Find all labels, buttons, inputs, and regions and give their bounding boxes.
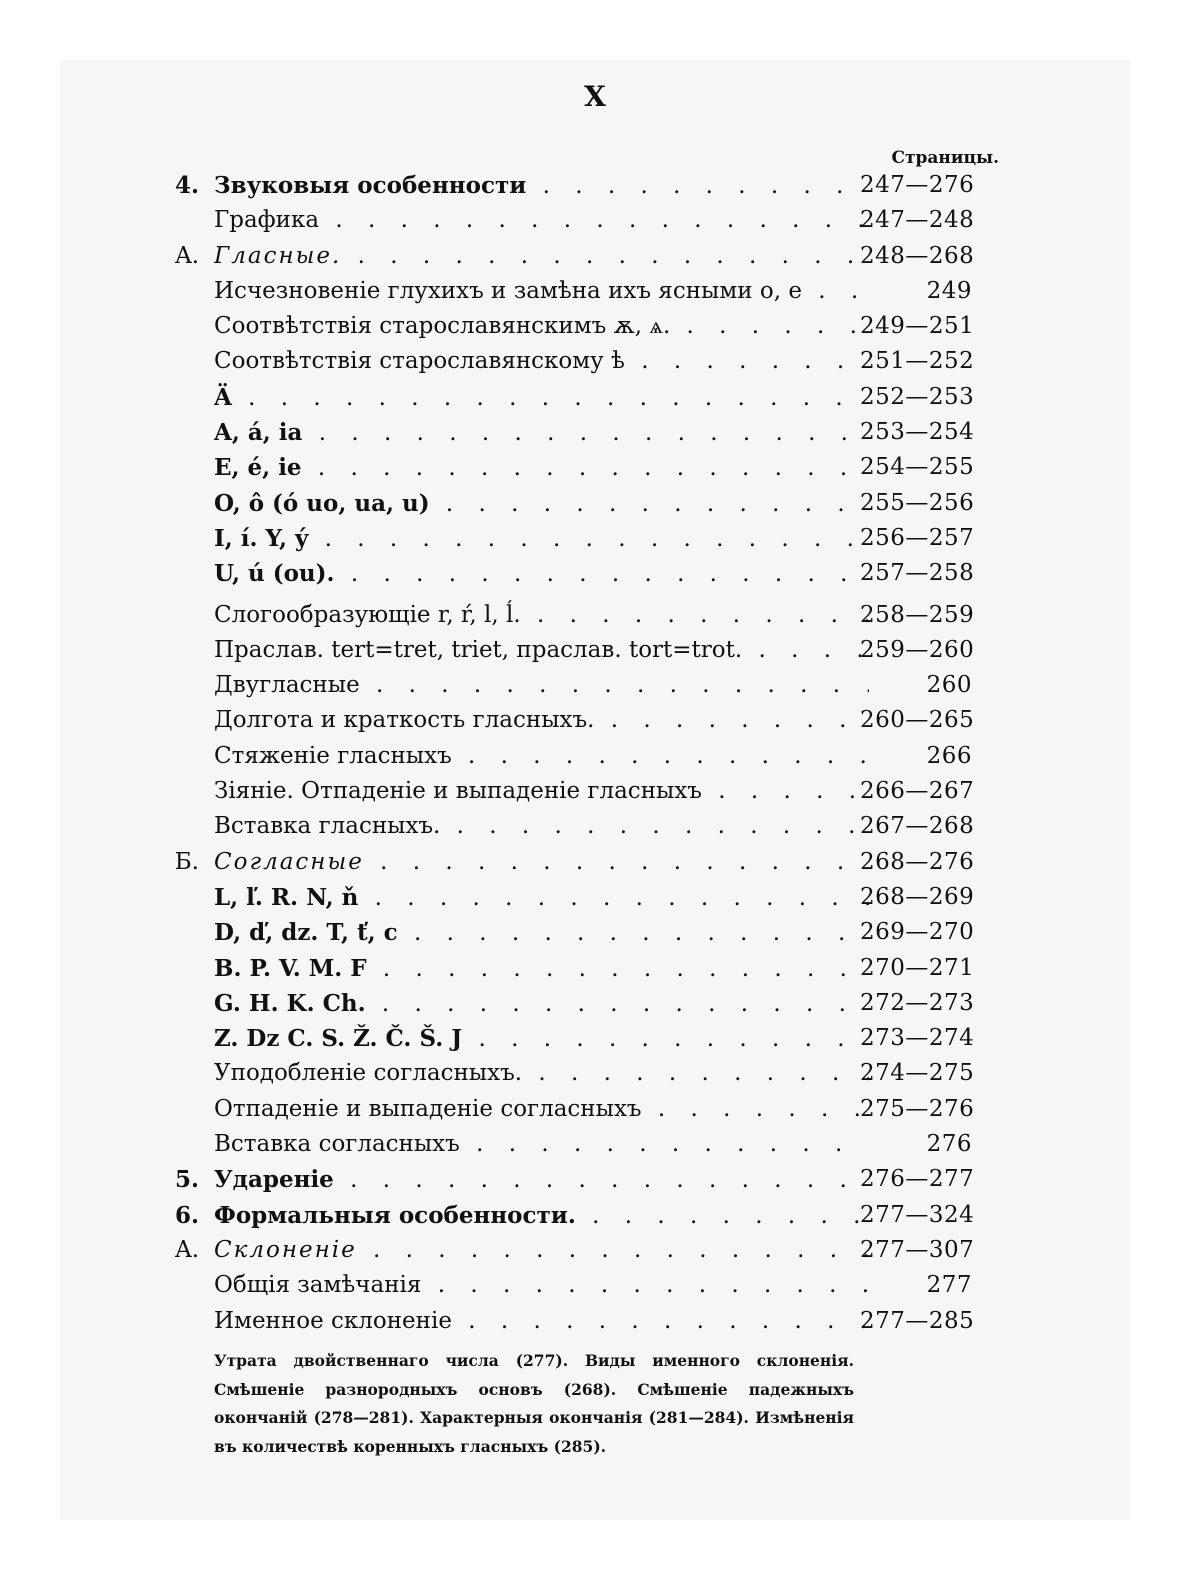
toc-entry <box>0 1304 1191 1339</box>
toc-entry-pages: 249 <box>926 277 972 304</box>
toc-entry-pages: 257—258 <box>860 560 975 587</box>
toc-entry <box>0 915 1191 950</box>
toc-entry-pages: 247—248 <box>860 207 975 234</box>
toc-entry-pages: 256—257 <box>860 524 975 551</box>
toc-entry-pages: 273—274 <box>860 1025 975 1052</box>
toc-entry-title: B. P. V. M. F . . . <box>214 951 869 987</box>
toc-entry <box>0 774 1191 809</box>
toc-entry <box>0 1198 1191 1233</box>
toc-entry-pages: 276—277 <box>860 1166 975 1193</box>
section-note: Утрата двойственнаго числа (277). Виды именного склоненія. Смѣшеніе разнородныхъ основъ (268). Смѣшеніе падежныхъ окончаній (278—281). Характерныя окончанія (281—284). Измѣненія въ количествѣ коренныхъ гласныхъ (285). <box>214 1351 854 1456</box>
toc-entry <box>0 415 1191 450</box>
toc-entry-title: Соотвѣтствія старославянскимъ ѫ, ѧ. . . . <box>214 309 869 344</box>
toc-entry-title: A, á, ia . . . <box>214 415 869 451</box>
toc-entry <box>0 598 1191 633</box>
toc-entry-pages: 272—273 <box>860 989 975 1016</box>
toc-entry-pages: 267—268 <box>860 813 975 840</box>
toc-entry <box>0 344 1191 379</box>
toc-entry-pages: 268—276 <box>860 848 975 875</box>
toc-entry-pages: 253—254 <box>860 419 975 446</box>
toc-entry-title: Ä . . . <box>214 380 869 416</box>
toc-entry <box>0 1092 1191 1127</box>
toc-entry <box>0 521 1191 556</box>
toc-entry <box>0 486 1191 521</box>
toc-entry-title: I, í. Y, ý . . . <box>214 521 869 557</box>
toc-entry-title: Стяженіе гласныхъ . . . <box>214 739 869 774</box>
page-numeral: X <box>584 80 607 113</box>
toc-entry-number: A. <box>175 242 199 269</box>
toc-entry <box>0 380 1191 415</box>
toc-entry <box>0 668 1191 703</box>
toc-entry-title: Долгота и краткость гласныхъ. . . . <box>214 703 869 738</box>
toc-entry-title: Звуковыя особенности . . . <box>214 168 869 204</box>
toc-entry-pages: 277—324 <box>860 1201 975 1228</box>
toc-entry <box>0 986 1191 1021</box>
toc-entry-number: 5. <box>174 1166 199 1194</box>
toc-entry-title: Праслав. tert=tret, triet, праслав. tort=trot. . . . <box>214 633 869 668</box>
toc-entry-title: Формальныя особенности. . . . <box>214 1198 869 1234</box>
toc-entry <box>0 633 1191 668</box>
toc-entry <box>0 1127 1191 1162</box>
toc-entry-title: Слогообразующіе r, ŕ, l, ĺ. . . . <box>214 598 869 633</box>
toc-entry-pages: 248—268 <box>860 242 975 269</box>
toc-entry-pages: 276 <box>926 1131 972 1158</box>
toc-entry-pages: 275—276 <box>860 1095 975 1122</box>
toc-entry <box>0 703 1191 738</box>
toc-entry-title: Соотвѣтствія старославянскому ѣ . . . <box>214 344 869 379</box>
toc-entry <box>0 168 1191 203</box>
toc-entry-title: D, ď, dz. T, ť, c . . . <box>214 915 869 951</box>
toc-entry <box>0 1233 1191 1268</box>
toc-entry-title: Z. Dz C. S. Ž. Č. Š. J . . . <box>214 1021 869 1057</box>
toc-entry-number: 6. <box>174 1201 199 1229</box>
toc-entry-title: U, ú (ou). . . . <box>214 556 869 592</box>
toc-entry-pages: 259—260 <box>860 636 975 663</box>
toc-entry <box>0 1162 1191 1197</box>
toc-entry-title: Исчезновеніе глухихъ и замѣна ихъ ясными о, е . . . <box>214 274 869 309</box>
toc-entry <box>0 450 1191 485</box>
toc-entry-pages: 266 <box>926 742 972 769</box>
toc-entry <box>0 1268 1191 1303</box>
toc-entry <box>0 309 1191 344</box>
table-of-contents <box>0 168 1191 1339</box>
toc-entry-title: Отпаденіе и выпаденіе согласныхъ . . . <box>214 1092 869 1127</box>
toc-entry-title: L, ľ. R. N, ň . . . <box>214 880 869 916</box>
toc-entry-pages: 277 <box>926 1272 972 1299</box>
toc-entry-title: Зіяніе. Отпаденіе и выпаденіе гласныхъ . . . <box>214 774 869 809</box>
pages-column-header: Страницы. <box>891 148 999 168</box>
toc-entry-pages: 251—252 <box>860 348 975 375</box>
toc-entry-title: Удареніе . . . <box>214 1162 869 1198</box>
toc-entry-pages: 270—271 <box>860 954 975 981</box>
toc-entry-pages: 277—285 <box>860 1307 975 1334</box>
toc-entry-pages: 266—267 <box>860 778 975 805</box>
toc-entry-pages: 249—251 <box>860 313 975 340</box>
toc-entry-title: Графика . . . <box>214 203 869 238</box>
toc-entry <box>0 1056 1191 1091</box>
toc-entry-title: E, é, ie . . . <box>214 450 869 486</box>
toc-entry <box>0 845 1191 880</box>
toc-entry-title: Склоненіе . . . <box>214 1233 869 1268</box>
toc-entry-pages: 260 <box>926 672 972 699</box>
toc-entry-title: G. H. K. Ch. . . . <box>214 986 869 1022</box>
toc-entry-title: Согласные . . . <box>214 845 869 880</box>
toc-entry <box>0 203 1191 238</box>
toc-entry-title: Гласные. . . . <box>214 239 869 274</box>
toc-entry-number: 4. <box>174 172 199 199</box>
toc-entry <box>0 809 1191 844</box>
toc-entry-title: Именное склоненіе . . . <box>214 1304 869 1339</box>
toc-entry <box>0 880 1191 915</box>
toc-entry <box>0 274 1191 309</box>
toc-entry-pages: 254—255 <box>860 454 975 481</box>
toc-entry-title: Двугласные . . . <box>214 668 869 703</box>
toc-entry-number: Б. <box>174 848 199 875</box>
toc-entry <box>0 951 1191 986</box>
toc-entry <box>0 739 1191 774</box>
toc-entry-pages: 255—256 <box>860 489 975 516</box>
toc-entry-pages: 260—265 <box>860 707 975 734</box>
toc-entry-pages: 247—276 <box>860 172 975 198</box>
toc-entry-pages: 258—259 <box>860 601 975 628</box>
toc-entry-title: O, ô (ó uo, ua, u) . . . <box>214 486 869 522</box>
toc-entry-pages: 268—269 <box>860 883 975 910</box>
toc-entry-title: Вставка согласныхъ . . . <box>214 1127 869 1162</box>
toc-entry-pages: 269—270 <box>860 919 975 946</box>
toc-entry-title: Вставка гласныхъ. . . . <box>214 809 869 844</box>
toc-entry-pages: 277—307 <box>860 1236 975 1263</box>
toc-entry-pages: 252—253 <box>860 383 975 410</box>
toc-entry-title: Общія замѣчанія . . . <box>214 1268 869 1303</box>
toc-entry-number: A. <box>175 1236 199 1263</box>
toc-entry <box>0 239 1191 274</box>
toc-entry-pages: 274—275 <box>860 1060 975 1087</box>
toc-entry <box>0 556 1191 591</box>
toc-entry-title: Уподобленіе согласныхъ. . . . <box>214 1056 869 1091</box>
toc-entry <box>0 1021 1191 1056</box>
